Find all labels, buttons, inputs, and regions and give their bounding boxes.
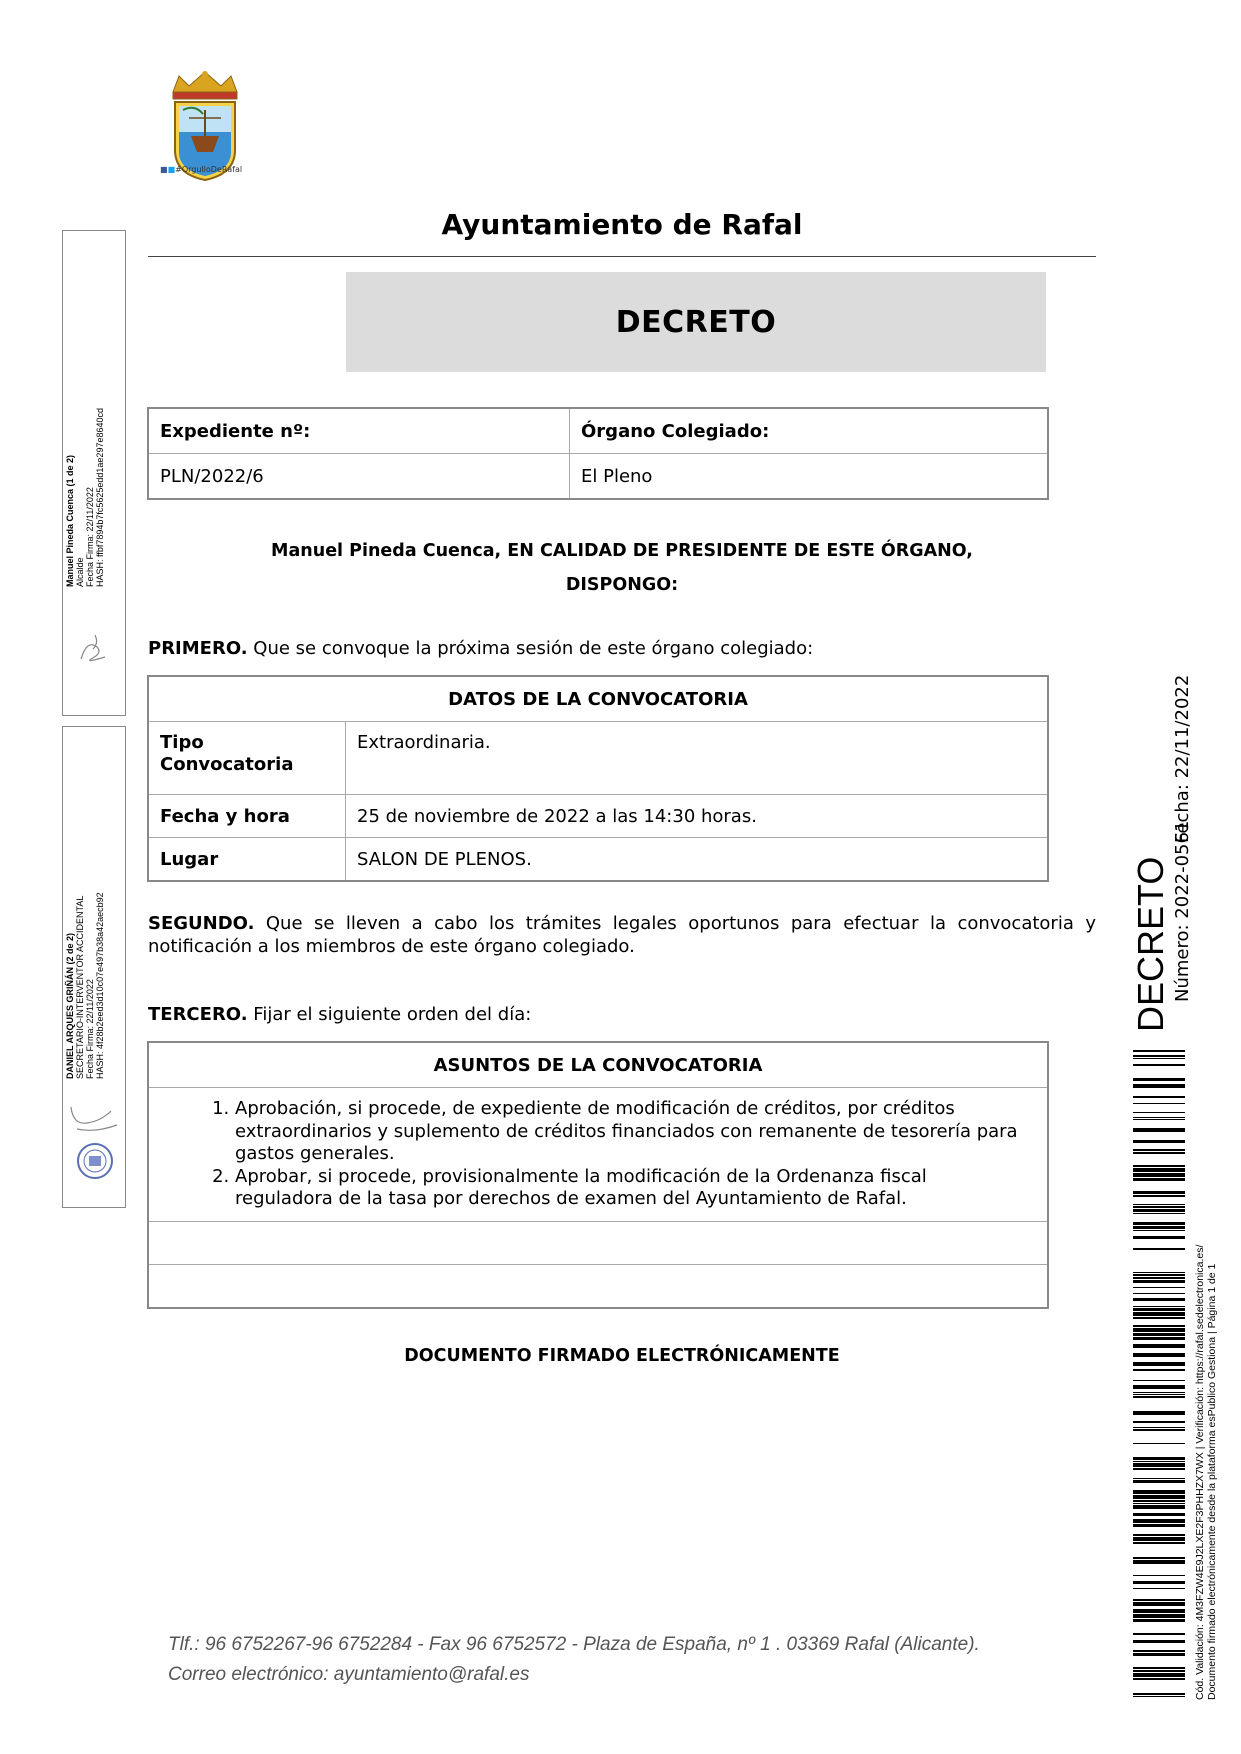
hashtag-text: #OrgulloDeRafal [175,165,243,174]
asuntos-items-cell [149,1088,1048,1222]
official-seal-icon [75,1141,115,1181]
datos-convocatoria-table [148,676,1048,881]
table-row [149,409,1048,454]
organo-value: El Pleno [570,454,1048,499]
signature-hash: HASH: 4f28b2eed3d10c07e497b38a42aecb92 [95,892,105,1079]
signature-text-1 [65,408,105,587]
signer-role: Alcalde [75,557,85,587]
crown-icon [173,71,237,99]
datos-table-title: DATOS DE LA CONVOCATORIA [149,677,1048,722]
twitter-icon: ■ [167,165,176,174]
tercero-label: TERCERO. [148,1004,248,1025]
table-row [149,722,1048,795]
side-decree-label: DECRETO [1130,856,1171,1032]
table-row [149,1221,1048,1264]
footer-contact: Tlf.: 96 6752267-96 6752284 - Fax 96 6752572 - Plaza de España, nº 1 . 03369 Rafal (Alicante). [168,1634,980,1655]
side-decree-date: Fecha: 22/11/2022 [1172,674,1193,843]
signature-box-1 [62,230,126,716]
list-item: 2. Aprobar, si procede, provisionalmente la modificación de la Ordenanza fiscal reguladora de la tasa por derechos de examen del Ayuntamiento de Rafal. [235,1166,1027,1211]
fecha-value: 25 de noviembre de 2022 a las 14:30 horas. [346,795,1048,838]
agenda-list [205,1098,1027,1211]
signed-note: DOCUMENTO FIRMADO ELECTRÓNICAMENTE [404,1346,840,1366]
signer-name: DANIEL ARQUES GRIÑÁN (2 de 2) [65,932,75,1079]
signature-scribble-icon [67,1099,121,1139]
empty-cell [149,1221,1048,1264]
expediente-value: PLN/2022/6 [149,454,570,499]
table-row [149,1043,1048,1088]
organo-header: Órgano Colegiado: [570,409,1048,454]
asuntos-table-title: ASUNTOS DE LA CONVOCATORIA [149,1043,1048,1088]
president-statement [148,534,1096,602]
primero-paragraph [148,637,1096,660]
title-divider [148,256,1096,257]
table-row [149,838,1048,881]
expediente-table [148,408,1048,499]
expediente-header: Expediente nº: [149,409,570,454]
table-row [149,795,1048,838]
barcode-icon [1133,1050,1185,1700]
side-decree-number: Número: 2022-0561 [1172,820,1193,1002]
signature-text-2 [65,892,105,1079]
primero-label: PRIMERO. [148,638,248,659]
signer-name: Manuel Pineda Cuenca (1 de 2) [65,454,75,587]
table-row [149,1088,1048,1222]
segundo-paragraph [148,912,1096,958]
decree-banner [346,272,1046,372]
side-validation-text [1194,1245,1218,1700]
validation-code: Cód. Validación: 4M3FZW4E9J2LXE2F3PHHZX7WX | Verificación: https://rafal.sedelectronica.es/ [1194,1244,1206,1700]
tercero-paragraph [148,1003,1096,1026]
signature-date: Fecha Firma: 22/11/2022 [85,487,95,587]
footer-email: Correo electrónico: ayuntamiento@rafal.es [168,1664,530,1685]
table-row [149,677,1048,722]
tercero-text: Fijar el siguiente orden del día: [247,1004,532,1025]
signature-scribble-icon [77,629,111,669]
signature-box-2 [62,726,126,1208]
primero-text: Que se convoque la próxima sesión de este órgano colegiado: [247,638,814,659]
document-type-title: DECRETO [615,304,777,340]
lugar-value: SALON DE PLENOS. [346,838,1048,881]
table-row [149,1264,1048,1307]
president-line-2: DISPONGO: [565,575,679,595]
asuntos-convocatoria-table [148,1042,1048,1308]
signer-role: SECRETARIO-INTERVENTOR ACCIDENTAL [75,895,85,1079]
fecha-label: Fecha y hora [149,795,346,838]
validation-platform: Documento firmado electrónicamente desde la plataforma esPublico Gestiona | Página 1 de 1 [1206,1263,1218,1700]
tipo-label: Tipo Convocatoria [149,722,346,795]
organization-title: Ayuntamiento de Rafal [441,208,803,241]
segundo-text: Que se lleven a cabo los trámites legales oportunos para efectuar la convocatoria y notificación a los miembros de este órgano colegiado. [148,913,1096,957]
social-hashtag [160,165,260,174]
empty-cell [149,1264,1048,1307]
signature-date: Fecha Firma: 22/11/2022 [85,979,95,1079]
president-line-1: Manuel Pineda Cuenca, EN CALIDAD DE PRESIDENTE DE ESTE ÓRGANO, [271,541,973,561]
signature-hash: HASH: ffbf7894b7fc5625edd1ae297e8640cd [95,408,105,587]
facebook-icon: ■ [160,165,168,174]
lugar-label: Lugar [149,838,346,881]
list-item: 1. Aprobación, si procede, de expediente de modificación de créditos, por créditos extraordinarios y suplemento de créditos financiados con remanente de tesorería para gastos generales. [235,1098,1027,1166]
segundo-label: SEGUNDO. [148,913,255,934]
tipo-value: Extraordinaria. [346,722,1048,795]
table-row [149,454,1048,499]
